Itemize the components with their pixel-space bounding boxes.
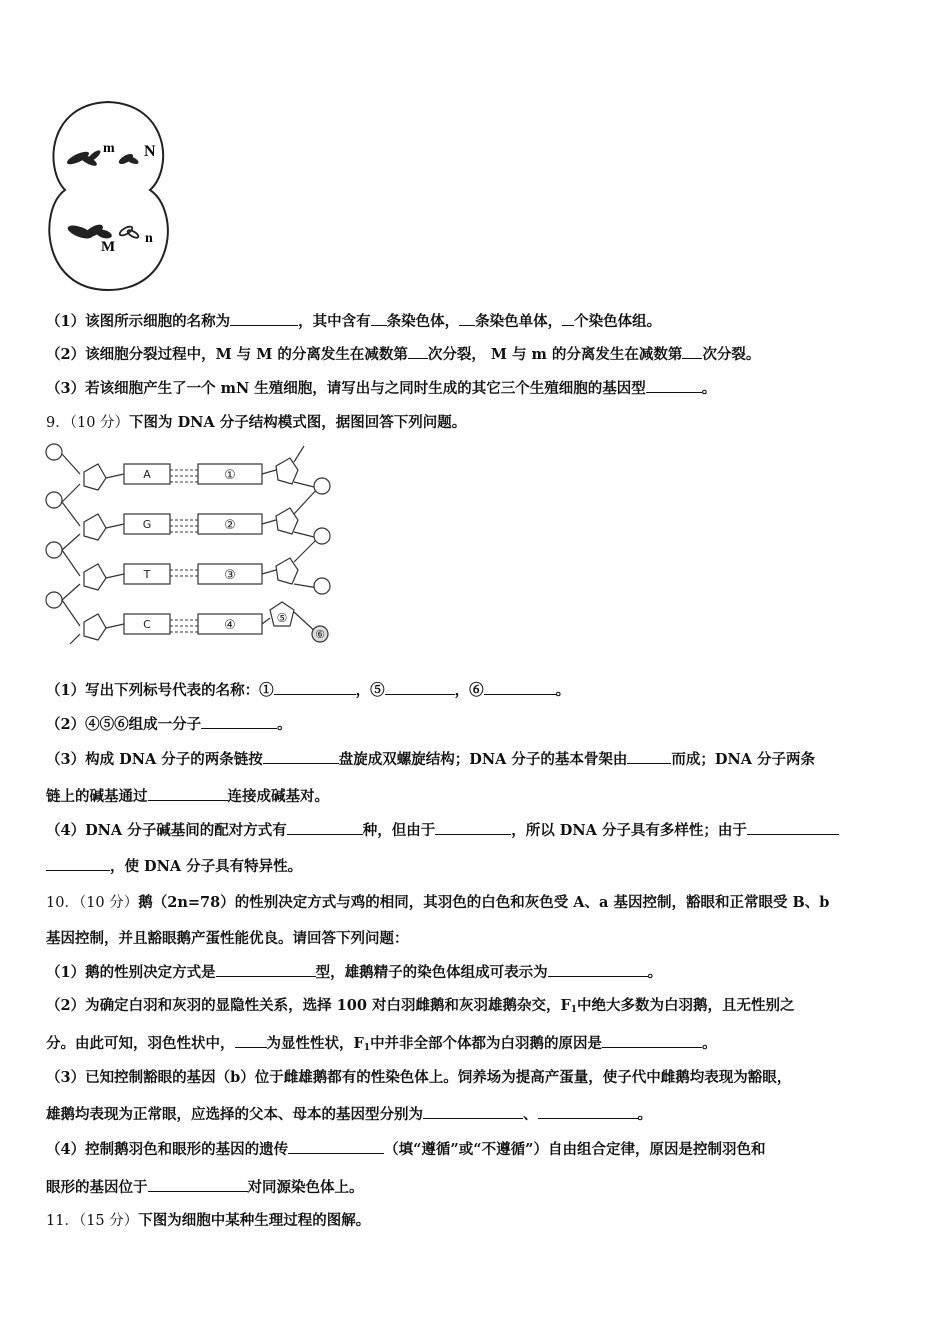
q8-sub3: （3）若该细胞产生了一个 mN 生殖细胞，请写出与之同时生成的其它三个生殖细胞的基因型 。 xyxy=(46,380,717,397)
right-phosphate-2 xyxy=(314,528,330,544)
dna-structure-figure xyxy=(40,442,340,648)
label-N-top: N xyxy=(144,143,156,160)
q8-sub2: （2）该细胞分裂过程中，M 与 M 的分离发生在减数第 次分裂， M 与 m 的分离发生在减数第 次分裂。 xyxy=(46,346,761,363)
label-m-top: m xyxy=(103,141,115,156)
label-2: ② xyxy=(224,518,236,533)
label-n-bottom: n xyxy=(145,231,153,246)
left-phosphate-1 xyxy=(46,444,62,460)
right-phosphate-3 xyxy=(314,578,330,594)
label-3: ③ xyxy=(224,568,236,583)
label-5: ⑤ xyxy=(276,611,288,625)
left-phosphate-4 xyxy=(46,592,62,608)
chromosome-m-top xyxy=(65,149,102,168)
q9-sub4-line2: ，使 DNA 分子具有特异性。 xyxy=(46,856,908,877)
left-sugar-3 xyxy=(84,564,106,590)
q9-title: 9．（10 分）下图为 DNA 分子结构模式图，据图回答下列问题。 xyxy=(46,414,467,431)
q11-title: 11．（15 分）下图为细胞中某种生理过程的图解。 xyxy=(46,1212,371,1229)
left-sugar-4 xyxy=(84,614,106,640)
q10-sub3-line1: （3）已知控制豁眼的基因（b）位于雌雄鹅都有的性染色体上。饲养场为提高产蛋量，使子代中雌鹅均表现为豁眼， xyxy=(46,1069,792,1086)
q10-title-line1: 10．（10 分）鹅（2n=78）的性别决定方式与鸡的相同，其羽色的白色和灰色受 A、a 基因控制，豁眼和正常眼受 B、b xyxy=(46,894,830,911)
base-T: T xyxy=(143,568,151,581)
q10-sub4-line1: （4）控制鹅羽色和眼形的基因的遗传 （填“遵循”或“不遵循”）自由组合定律，原因是控制羽色和 xyxy=(46,1141,766,1158)
label-6: ⑥ xyxy=(315,628,325,641)
q10-sub2-line2: 分。由此可知，羽色性状中， 为显性性状，$F_1$中并非全部个体都为白羽鹅的原因是 。 xyxy=(46,1035,717,1053)
q10-sub2-line1: （2）为确定白羽和灰羽的显隐性关系，选择 100 对白羽雌鹅和灰羽雄鹅杂交，$F_1$中绝大多数为白羽鹅，且无性别之 xyxy=(46,997,795,1015)
q9-sub3-line1: （3）构成 DNA 分子的两条链按 盘旋成双螺旋结构；DNA 分子的基本骨架由 而成；DNA 分子两条 xyxy=(46,751,816,768)
q10-title-line2: 基因控制，并且豁眼鹅产蛋性能优良。请回答下列问题： xyxy=(46,930,409,947)
chromosome-n-top xyxy=(117,152,139,166)
q8-sub1: （1）该图所示细胞的名称为 ，其中含有 条染色体， 条染色单体， 个染色体组。 xyxy=(46,313,662,330)
q10-sub3-line2: 雄鹅均表现为正常眼，应选择的父本、母本的基因型分别为 、 。 xyxy=(46,1106,652,1123)
base-C: C xyxy=(143,618,151,631)
chromosome-n-bottom xyxy=(118,225,139,239)
cell-outline xyxy=(49,102,167,290)
hydrogen-bonds xyxy=(170,470,198,632)
left-sugar-2 xyxy=(84,514,106,540)
label-M-bottom: M xyxy=(101,239,116,255)
right-phosphate-1 xyxy=(314,478,330,494)
base-A: A xyxy=(143,468,151,481)
left-backbone xyxy=(62,454,80,644)
left-sugar-1 xyxy=(84,464,106,490)
q9-sub2: （2）④⑤⑥组成一分子 。 xyxy=(46,716,292,733)
left-phosphate-2 xyxy=(46,492,62,508)
q9-sub1: （1）写出下列标号代表的名称：① ，⑤ ，⑥ 。 xyxy=(46,682,571,699)
q9-sub4-line1: （4）DNA 分子碱基间的配对方式有 种，但由于 ，所以 DNA 分子具有多样性；由于 xyxy=(46,820,908,841)
left-phosphate-3 xyxy=(46,542,62,558)
label-1: ① xyxy=(224,468,236,483)
right-sugar-2 xyxy=(276,508,298,534)
q10-sub4-line2: 眼形的基因位于 对同源染色体上。 xyxy=(46,1179,364,1196)
q10-sub1: （1）鹅的性别决定方式是 型，雄鹅精子的染色体组成可表示为 。 xyxy=(46,964,663,981)
label-4: ④ xyxy=(224,618,236,633)
cell-division-figure xyxy=(46,98,176,294)
base-G: G xyxy=(142,518,152,531)
q9-sub3-line2: 链上的碱基通过 连接成碱基对。 xyxy=(46,788,329,805)
